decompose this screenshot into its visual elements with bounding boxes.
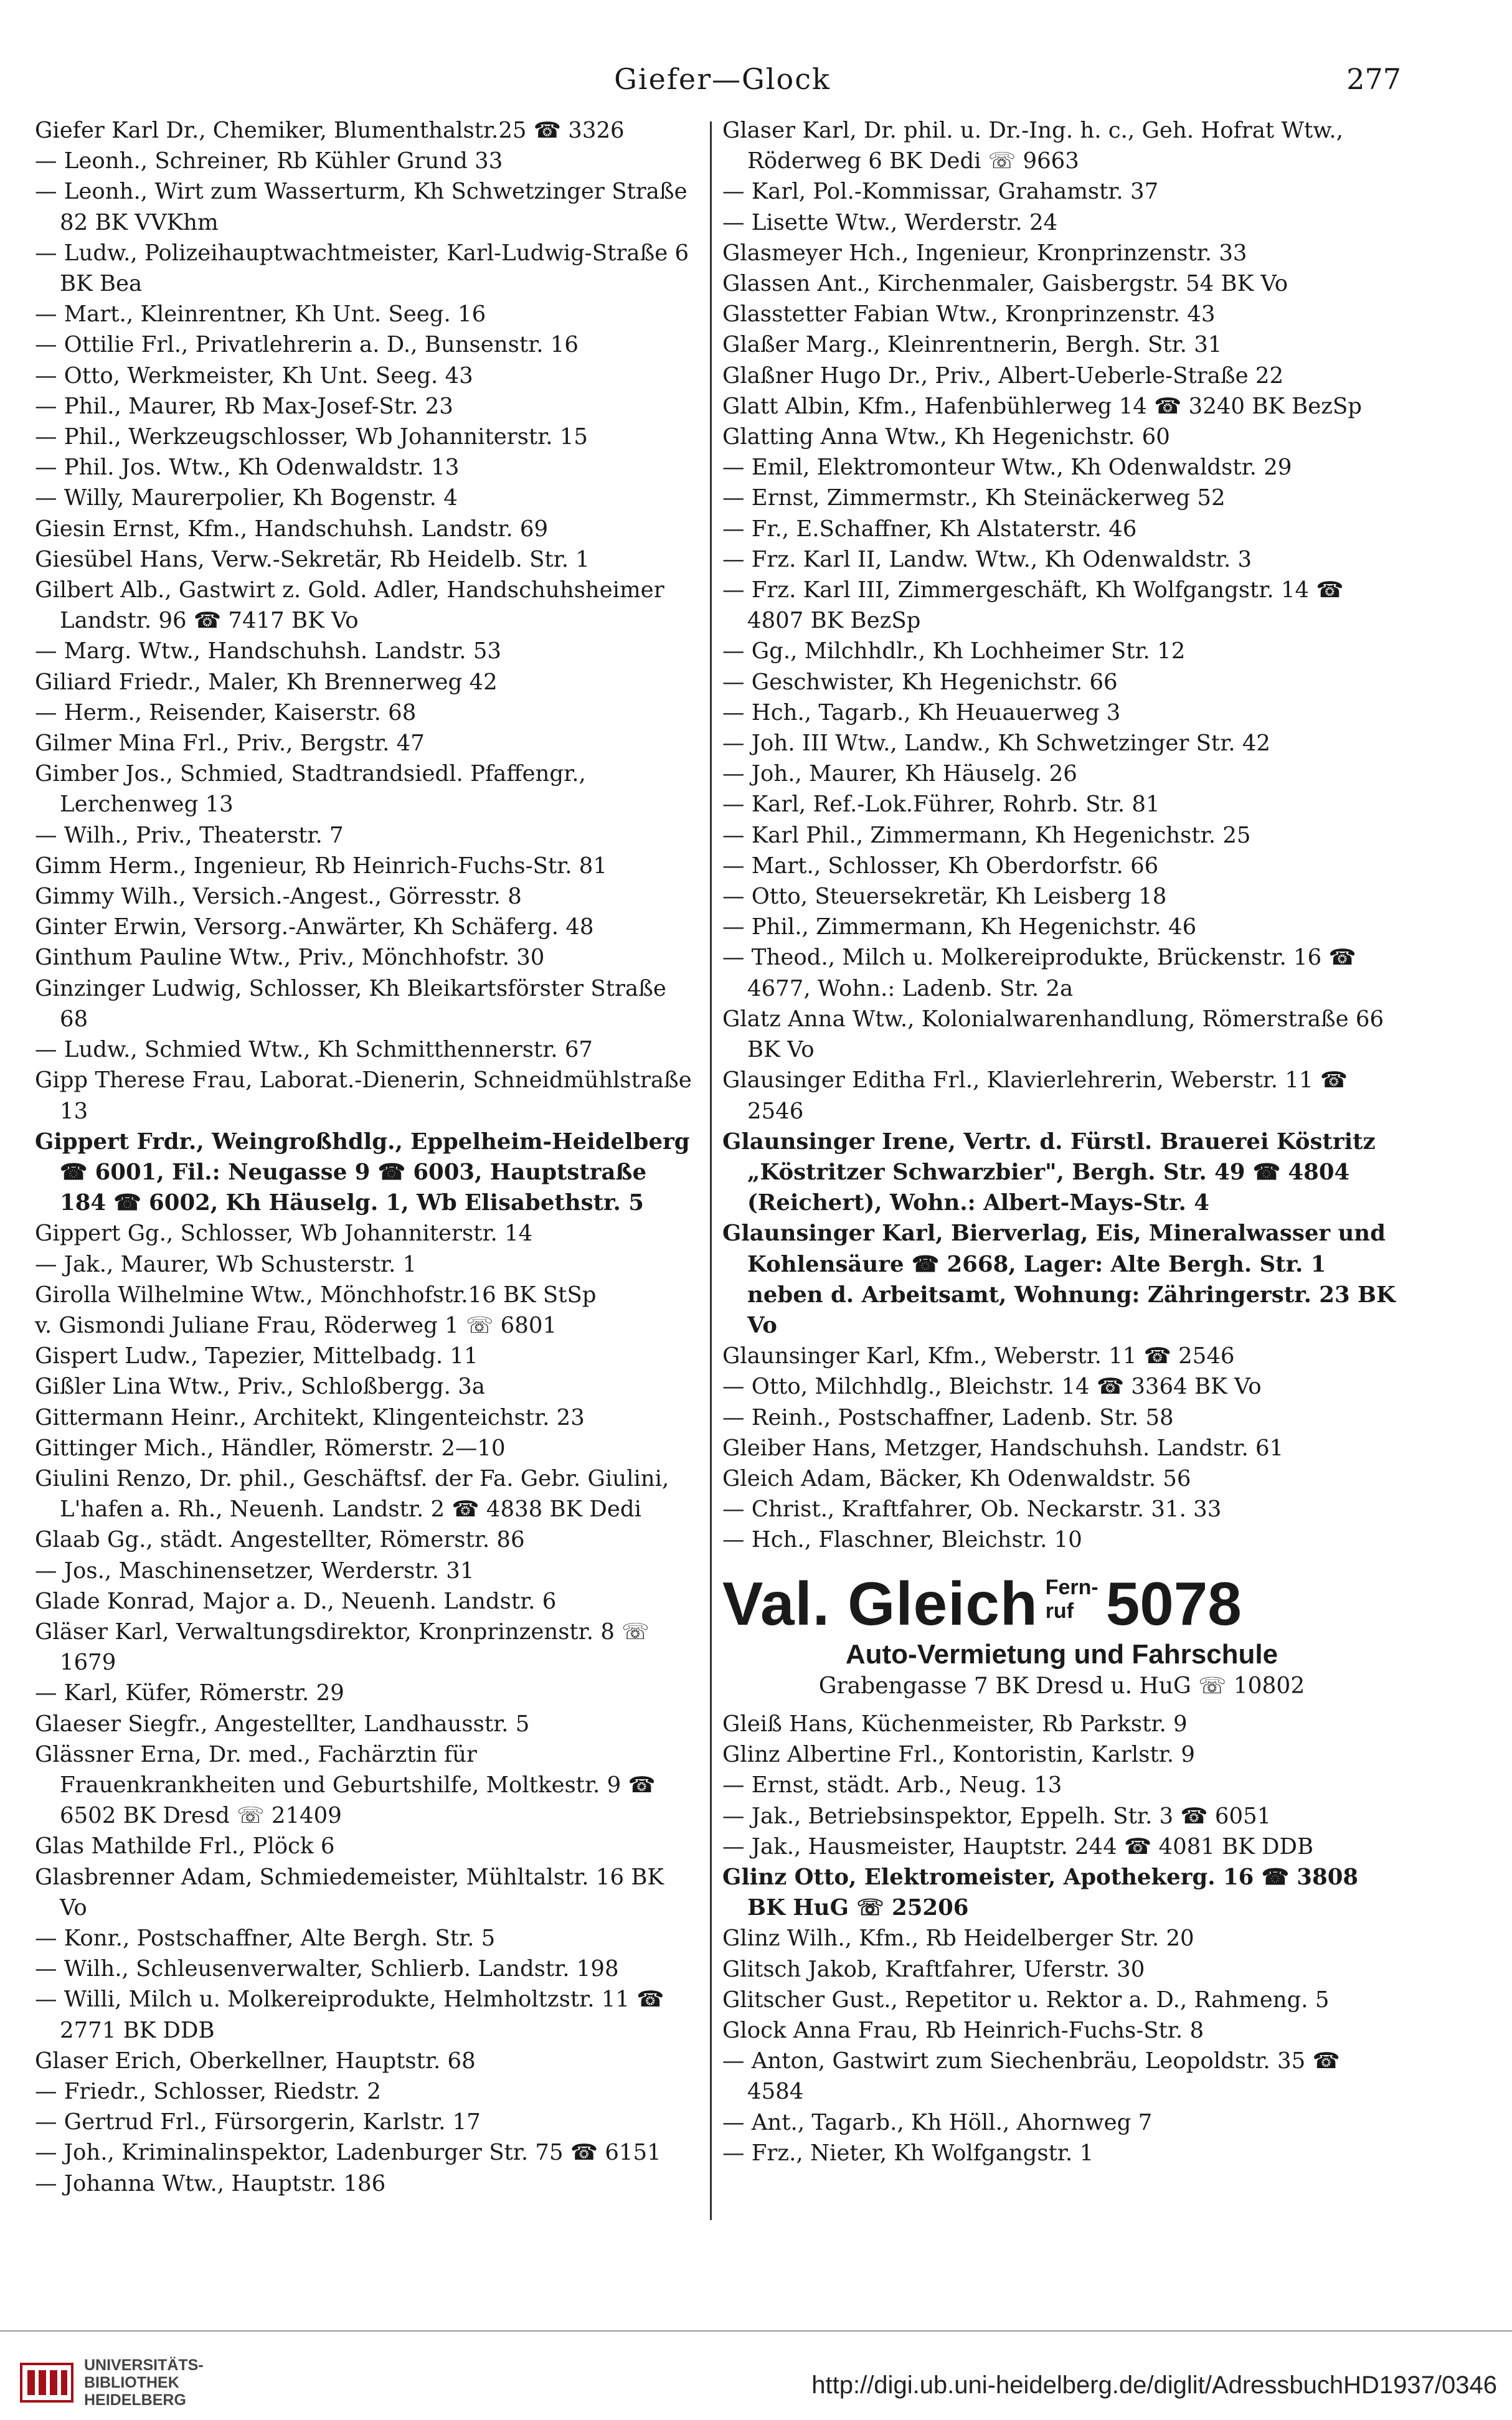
directory-entry: Glinz Otto, Elektromeister, Apothekerg. 16 ☎ 3808 BK HuG ☏ 25206	[722, 1864, 1359, 1921]
library-logo-icon	[19, 2358, 75, 2408]
directory-entry: — Leonh., Wirt zum Wasserturm, Kh Schwetzinger Straße 82 BK VVKhm	[35, 179, 687, 235]
directory-entry: Glock Anna Frau, Rb Heinrich-Fuchs-Str. 8	[722, 2017, 1204, 2043]
ad-subtitle: Auto-Vermietung und Fahrschule	[845, 1638, 1278, 1670]
directory-entry: — Emil, Elektromonteur Wtw., Kh Odenwaldstr. 29	[722, 455, 1292, 481]
directory-entry: — Karl, Pol.-Kommissar, Grahamstr. 37	[722, 179, 1159, 205]
directory-entry: — Karl Phil., Zimmermann, Kh Hegenichstr. 25	[722, 822, 1251, 848]
directory-entry: — Jak., Maurer, Wb Schusterstr. 1	[35, 1251, 417, 1277]
directory-entry: — Gg., Milchhdlr., Kh Lochheimer Str. 12	[722, 638, 1186, 664]
directory-entry: — Konr., Postschaffner, Alte Bergh. Str. 5	[35, 1925, 496, 1951]
page-footer	[0, 2332, 1512, 2420]
directory-entry: — Ottilie Frl., Privatlehrerin a. D., Bunsenstr. 16	[35, 332, 579, 358]
directory-entry: Glatz Anna Wtw., Kolonialwarenhandlung, Römerstraße 66 BK Vo	[722, 1006, 1384, 1063]
directory-entry: Gimmy Wilh., Versich.-Angest., Görresstr. 8	[35, 884, 522, 910]
directory-entry: Glaunsinger Karl, Bierverlag, Eis, Mineralwasser und Kohlensäure ☎ 2668, Lager: Alte Bergh. Str. 1 neben d. Arbeitsamt, Wohnung: Zähringerstr. 23 BK Vo	[722, 1221, 1396, 1338]
directory-entry: — Frz. Karl III, Zimmergeschäft, Kh Wolfgangstr. 14 ☎ 4807 BK BezSp	[722, 577, 1344, 634]
directory-entry: Glatting Anna Wtw., Kh Hegenichstr. 60	[722, 424, 1170, 450]
directory-entry: — Herm., Reisender, Kaiserstr. 68	[35, 699, 417, 726]
directory-entry: — Jak., Betriebsinspektor, Eppelh. Str. 3 ☎ 6051	[722, 1803, 1272, 1829]
directory-entry: — Joh., Kriminalinspektor, Ladenburger Str. 75 ☎ 6151	[35, 2140, 661, 2166]
ad-address: Grabengasse 7 BK Dresd u. HuG ☏ 10802	[818, 1673, 1305, 1699]
directory-entry: Gipp Therese Frau, Laborat.-Dienerin, Schneidmühlstraße 13	[35, 1067, 692, 1124]
directory-entry: — Mart., Schlosser, Kh Oberdorfstr. 66	[722, 853, 1159, 879]
directory-entry: Glinz Wilh., Kfm., Rb Heidelberger Str. 20	[722, 1926, 1194, 1952]
directory-entry: Giliard Friedr., Maler, Kh Brennerweg 42	[35, 669, 498, 695]
directory-entry: Glaßer Marg., Kleinrentnerin, Bergh. Str. 31	[722, 332, 1222, 358]
library-name: UNIVERSITÄTS- BIBLIOTHEK HEIDELBERG	[84, 2356, 204, 2409]
directory-entry: — Anton, Gastwirt zum Siechenbräu, Leopoldstr. 35 ☎ 4584	[722, 2048, 1340, 2105]
directory-entry: Glässner Erna, Dr. med., Fachärztin für Frauenkrankheiten und Geburtshilfe, Moltkestr. 9 ☎ 6502 BK Dresd ☏ 21409	[35, 1741, 656, 1829]
directory-entry: — Joh., Maurer, Kh Häuselg. 26	[722, 761, 1077, 787]
directory-entry: — Fr., E.Schaffner, Kh Alstaterstr. 46	[722, 516, 1137, 542]
advertisement	[722, 1569, 1401, 1701]
directory-entry: — Joh. III Wtw., Landw., Kh Schwetzinger Str. 42	[722, 730, 1271, 757]
directory-entry: Gittinger Mich., Händler, Römerstr. 2—10	[35, 1435, 506, 1461]
directory-entry: — Ernst, Zimmermstr., Kh Steinäckerweg 52	[722, 485, 1226, 511]
directory-entry: Glitsch Jakob, Kraftfahrer, Uferstr. 30	[722, 1956, 1145, 1982]
directory-entry: Glaab Gg., städt. Angestellter, Römerstr. 86	[35, 1527, 525, 1553]
directory-entry: — Geschwister, Kh Hegenichstr. 66	[722, 669, 1118, 695]
page-header	[44, 62, 1401, 106]
directory-entry: — Gertrud Frl., Fürsorgerin, Karlstr. 17	[35, 2109, 481, 2135]
directory-entry: — Phil., Maurer, Rb Max-Josef-Str. 23	[35, 393, 453, 419]
directory-entry: Ginzinger Ludwig, Schlosser, Kh Bleikartsförster Straße 68	[35, 975, 666, 1032]
directory-entry: — Christ., Kraftfahrer, Ob. Neckarstr. 31. 33	[722, 1496, 1222, 1523]
directory-entry: Gleich Adam, Bäcker, Kh Odenwaldstr. 56	[722, 1465, 1191, 1491]
directory-entry: — Frz., Nieter, Kh Wolfgangstr. 1	[722, 2140, 1094, 2166]
directory-entry: Gimber Jos., Schmied, Stadtrandsiedl. Pfaffengr., Lerchenweg 13	[35, 761, 586, 818]
directory-entry: Gläser Karl, Verwaltungsdirektor, Kronprinzenstr. 8 ☏ 1679	[35, 1619, 650, 1676]
directory-entry: — Theod., Milch u. Molkereiprodukte, Brückenstr. 16 ☎ 4677, Wohn.: Ladenb. Str. 2a	[722, 945, 1356, 1001]
directory-entry: Gilmer Mina Frl., Priv., Bergstr. 47	[35, 730, 425, 757]
directory-entry: Glaeser Siegfr., Angestellter, Landhausstr. 5	[35, 1711, 530, 1737]
directory-entry: Ginthum Pauline Wtw., Priv., Mönchhofstr. 30	[35, 945, 545, 971]
directory-entry: — Ludw., Schmied Wtw., Kh Schmitthennerstr. 67	[35, 1037, 593, 1063]
directory-entry: — Ernst, städt. Arb., Neug. 13	[722, 1772, 1062, 1798]
directory-entry: Glitscher Gust., Repetitor u. Rektor a. D., Rahmeng. 5	[722, 1987, 1330, 2013]
directory-entry: — Marg. Wtw., Handschuhsh. Landstr. 53	[35, 638, 502, 664]
directory-entry: Glassen Ant., Kirchenmaler, Gaisbergstr. 54 BK Vo	[722, 271, 1288, 297]
directory-entry: Glaunsinger Irene, Vertr. d. Fürstl. Brauerei Köstritz „Köstritzer Schwarzbier", Bergh. Str. 49 ☎ 4804 (Reichert), Wohn.: Albert-Mays-Str. 4	[722, 1128, 1376, 1216]
directory-entry: Glas Mathilde Frl., Plöck 6	[35, 1833, 335, 1860]
directory-entry: Gleiber Hans, Metzger, Handschuhsh. Landstr. 61	[722, 1435, 1284, 1461]
directory-entry: Giesin Ernst, Kfm., Handschuhsh. Landstr. 69	[35, 516, 549, 542]
directory-entry: Giesübel Hans, Verw.-Sekretär, Rb Heidelb. Str. 1	[35, 546, 590, 572]
right-column-top	[722, 115, 1401, 1556]
directory-entry: — Jak., Hausmeister, Hauptstr. 244 ☎ 4081 BK DDB	[722, 1833, 1314, 1860]
directory-entry: — Friedr., Schlosser, Riedstr. 2	[35, 2079, 381, 2104]
directory-entry: — Otto, Steuersekretär, Kh Leisberg 18	[722, 884, 1167, 910]
directory-entry: Gleiß Hans, Küchenmeister, Rb Parkstr. 9	[722, 1711, 1188, 1737]
directory-entry: — Phil. Jos. Wtw., Kh Odenwaldstr. 13	[35, 455, 460, 481]
directory-entry: Glinz Albertine Frl., Kontoristin, Karlstr. 9	[722, 1742, 1195, 1768]
directory-entry: — Jos., Maschinensetzer, Werderstr. 31	[35, 1557, 475, 1584]
directory-entry: Glaser Karl, Dr. phil. u. Dr.-Ing. h. c., Geh. Hofrat Wtw., Röderweg 6 BK Dedi ☏ 9663	[722, 118, 1343, 174]
directory-entry: — Wilh., Schleusenverwalter, Schlierb. Landstr. 198	[35, 1956, 619, 1982]
directory-entry: — Ant., Tagarb., Kh Höll., Ahornweg 7	[722, 2109, 1153, 2135]
directory-entry: — Karl, Ref.-Lok.Führer, Rohrb. Str. 81	[722, 792, 1160, 818]
directory-entry: — Wilh., Priv., Theaterstr. 7	[35, 822, 344, 848]
directory-entry: Glasmeyer Hch., Ingenieur, Kronprinzenstr. 33	[722, 240, 1247, 266]
directory-entry: Gimm Herm., Ingenieur, Rb Heinrich-Fuchs-Str. 81	[35, 853, 607, 879]
column-divider	[710, 121, 712, 2220]
directory-entry: Giefer Karl Dr., Chemiker, Blumenthalstr.25 ☎ 3326	[35, 118, 625, 143]
directory-entry: — Ludw., Polizeihauptwachtmeister, Karl-Ludwig-Straße 6 BK Bea	[35, 240, 689, 297]
directory-entry: Glaunsinger Karl, Kfm., Weberstr. 11 ☎ 2546	[722, 1343, 1235, 1369]
ad-fernruf-label: Fern- ruf	[1045, 1575, 1099, 1623]
directory-entry: v. Gismondi Juliane Frau, Röderweg 1 ☏ 6801	[35, 1312, 557, 1338]
directory-entry: — Leonh., Schreiner, Rb Kühler Grund 33	[35, 148, 503, 174]
directory-entry: — Willy, Maurerpolier, Kh Bogenstr. 4	[35, 485, 458, 511]
directory-entry: Gippert Gg., Schlosser, Wb Johanniterstr. 14	[35, 1221, 533, 1247]
directory-entry: — Phil., Zimmermann, Kh Hegenichstr. 46	[722, 914, 1197, 940]
directory-entry: — Frz. Karl II, Landw. Wtw., Kh Odenwaldstr. 3	[722, 546, 1252, 572]
directory-entry: Gippert Frdr., Weingroßhdlg., Eppelheim-Heidelberg ☎ 6001, Fil.: Neugasse 9 ☎ 6003, Hauptstraße 184 ☎ 6002, Kh Häuselg. 1, Wb Elisabethstr. 5	[35, 1128, 690, 1216]
directory-entry: — Mart., Kleinrentner, Kh Unt. Seeg. 16	[35, 301, 486, 328]
directory-entry: — Willi, Milch u. Molkereiprodukte, Helmholtzstr. 11 ☎ 2771 BK DDB	[35, 1987, 664, 2043]
source-url-link[interactable]: http://digi.ub.uni-heidelberg.de/diglit/AdressbuchHD1937/0346	[811, 2371, 1497, 2399]
left-column	[35, 115, 695, 2199]
directory-entry: Gilbert Alb., Gastwirt z. Gold. Adler, Handschuhsheimer Landstr. 96 ☎ 7417 BK Vo	[35, 577, 664, 634]
page-number: 277	[1346, 62, 1401, 96]
ad-phone-number: 5078	[1105, 1569, 1242, 1638]
directory-entry: Giulini Renzo, Dr. phil., Geschäftsf. der Fa. Gebr. Giulini, L'hafen a. Rh., Neuenh. Landstr. 2 ☎ 4838 BK Dedi	[35, 1465, 669, 1523]
right-column	[722, 115, 1401, 2168]
directory-entry: — Phil., Werkzeugschlosser, Wb Johanniterstr. 15	[35, 424, 588, 450]
directory-entry: Ginter Erwin, Versorg.-Anwärter, Kh Schäferg. 48	[35, 914, 594, 940]
directory-entry: Glaser Erich, Oberkellner, Hauptstr. 68	[35, 2048, 476, 2074]
directory-entry: Gispert Ludw., Tapezier, Mittelbadg. 11	[35, 1343, 478, 1369]
directory-entry: Gißler Lina Wtw., Priv., Schloßbergg. 3a	[35, 1374, 485, 1400]
directory-entry: Girolla Wilhelmine Wtw., Mönchhofstr.16 BK StSp	[35, 1282, 597, 1308]
directory-entry: Gittermann Heinr., Architekt, Klingenteichstr. 23	[35, 1404, 585, 1430]
ad-company-name: Val. Gleich	[722, 1569, 1038, 1638]
directory-entry: Glasbrenner Adam, Schmiedemeister, Mühltalstr. 16 BK Vo	[35, 1864, 664, 1921]
running-head: Giefer—Glock	[614, 62, 831, 96]
directory-entry: Glatt Albin, Kfm., Hafenbühlerweg 14 ☎ 3240 BK BezSp	[722, 393, 1363, 419]
directory-entry: Glade Konrad, Major a. D., Neuenh. Landstr. 6	[35, 1588, 557, 1614]
directory-entry: — Reinh., Postschaffner, Ladenb. Str. 58	[722, 1404, 1174, 1430]
directory-entry: Glasstetter Fabian Wtw., Kronprinzenstr. 43	[722, 301, 1216, 328]
directory-entry: — Karl, Küfer, Römerstr. 29	[35, 1680, 344, 1706]
directory-entry: — Otto, Werkmeister, Kh Unt. Seeg. 43	[35, 362, 473, 389]
directory-entry: — Hch., Tagarb., Kh Heuauerweg 3	[722, 699, 1121, 726]
right-column-bottom	[722, 1709, 1401, 2168]
directory-entry: — Otto, Milchhdlg., Bleichstr. 14 ☎ 3364 BK Vo	[722, 1374, 1262, 1400]
directory-entry: Glausinger Editha Frl., Klavierlehrerin, Weberstr. 11 ☎ 2546	[722, 1067, 1348, 1124]
directory-entry: — Johanna Wtw., Hauptstr. 186	[35, 2170, 386, 2196]
directory-entry: — Lisette Wtw., Werderstr. 24	[722, 209, 1058, 235]
directory-entry: — Hch., Flaschner, Bleichstr. 10	[722, 1527, 1082, 1553]
directory-entry: Glaßner Hugo Dr., Priv., Albert-Ueberle-Straße 22	[722, 362, 1284, 389]
